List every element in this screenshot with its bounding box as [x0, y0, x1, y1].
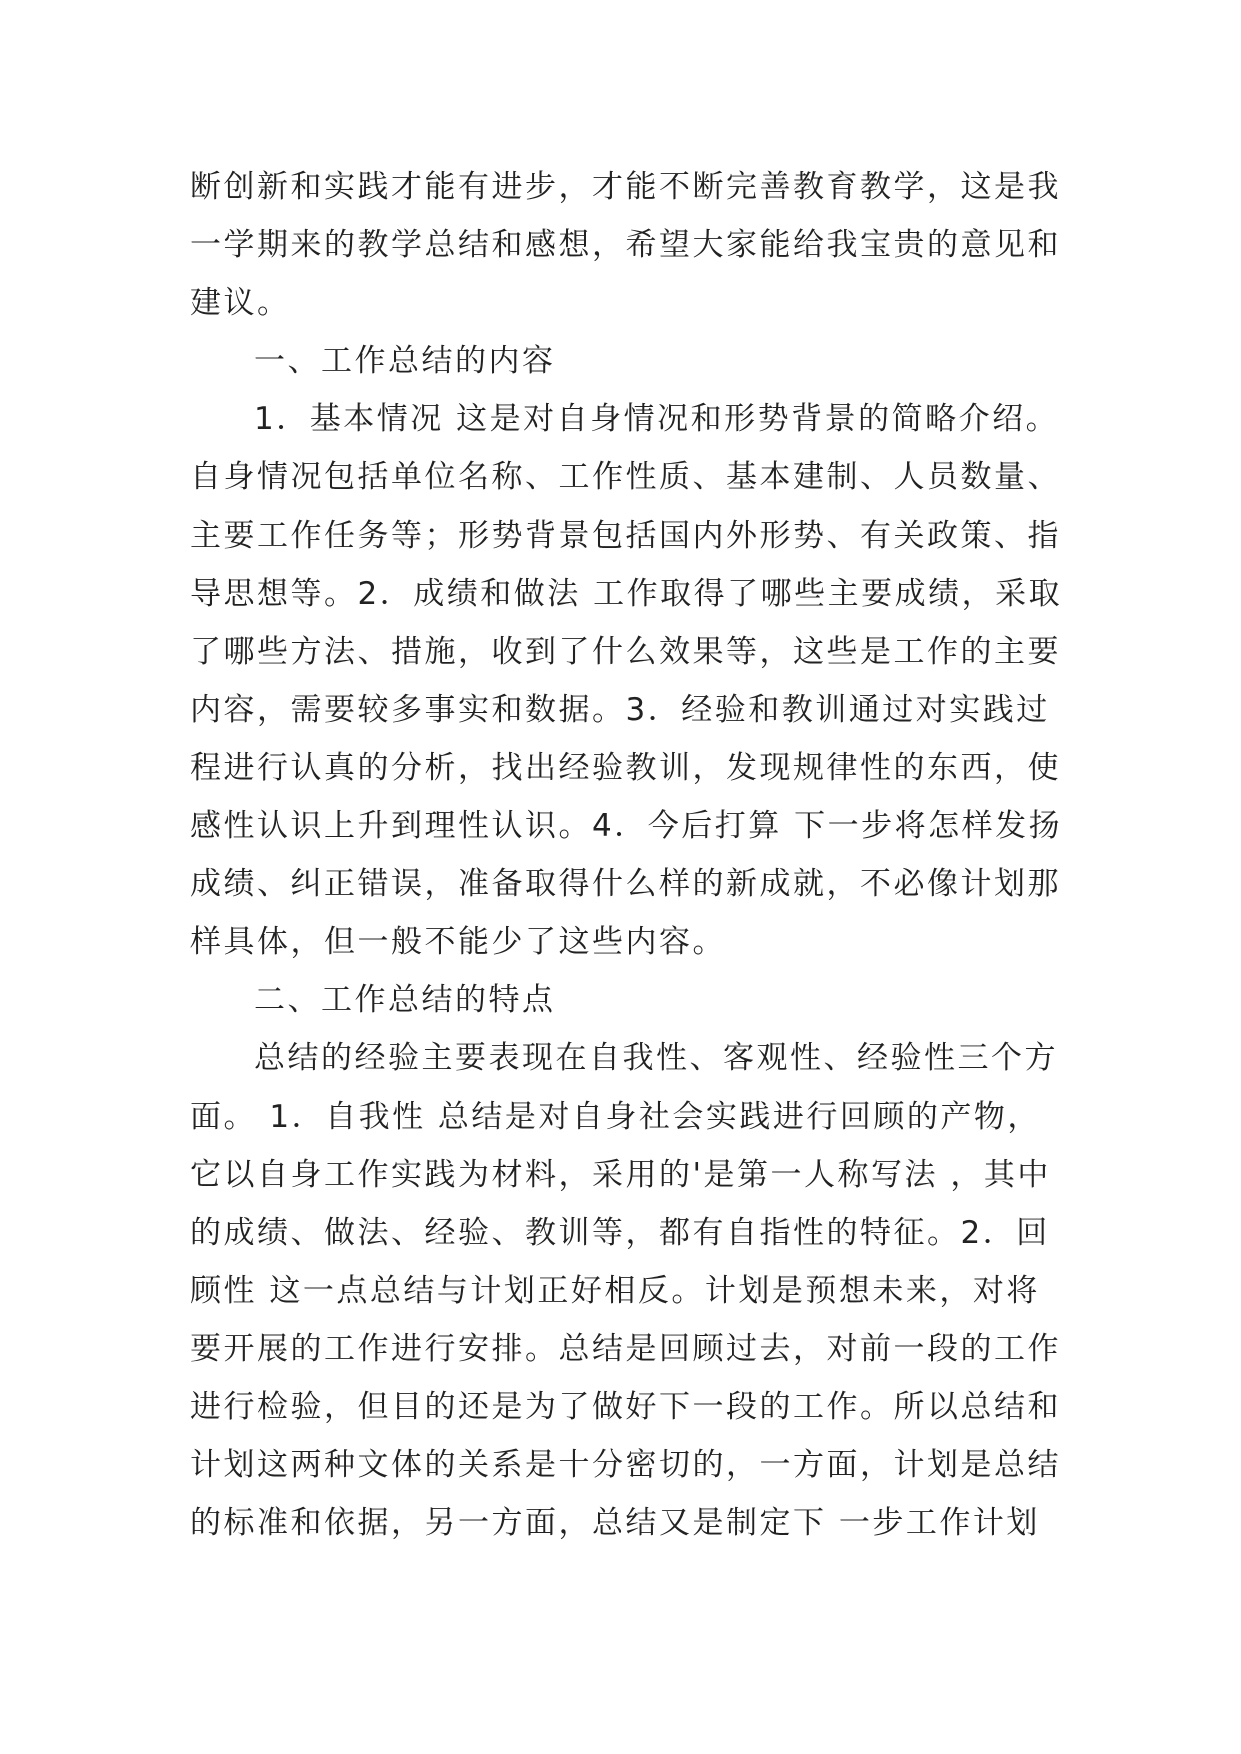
- text-line: 要开展的工作进行安排。总结是回顾过去，对前一段的工作: [190, 1330, 1061, 1367]
- text-line: 感性认识上升到理性认识。4．今后打算 下一步将怎样发扬: [190, 808, 1063, 845]
- text-line: 建议。: [190, 285, 291, 322]
- text-line: 了哪些方法、措施，收到了什么效果等，这些是工作的主要: [190, 633, 1061, 670]
- text-line: 1．基本情况 这是对自身情况和形势背景的简略介绍。: [254, 401, 1060, 438]
- text-line: 顾性 这一点总结与计划正好相反。计划是预想未来，对将: [190, 1272, 1040, 1309]
- text-line: 样具体，但一般不能少了这些内容。: [190, 924, 726, 961]
- text-line: 它以自身工作实践为材料，采用的'是第一人称写法 ，其中: [190, 1156, 1051, 1193]
- text-line: 进行检验，但目的还是为了做好下一段的工作。所以总结和: [190, 1388, 1061, 1425]
- text-line: 的标准和依据，另一方面，总结又是制定下 一步工作计划: [190, 1505, 1040, 1542]
- text-line: 计划这两种文体的关系是十分密切的，一方面，计划是总结: [190, 1447, 1061, 1484]
- text-line: 内容，需要较多事实和数据。3．经验和教训通过对实践过: [190, 691, 1050, 728]
- text-line: 面。 1．自我性 总结是对自身社会实践进行回顾的产物，: [190, 1098, 1041, 1135]
- section-heading: 二、工作总结的特点: [254, 982, 556, 1019]
- text-line: 自身情况包括单位名称、工作性质、基本建制、人员数量、: [190, 459, 1061, 496]
- text-line: 导思想等。2．成绩和做法 工作取得了哪些主要成绩，采取: [190, 575, 1063, 612]
- text-line: 总结的经验主要表现在自我性、客观性、经验性三个方: [254, 1040, 1058, 1077]
- text-line: 成绩、纠正错误，准备取得什么样的新成就，不必像计划那: [190, 866, 1061, 903]
- text-line: 断创新和实践才能有进步，才能不断完善教育教学，这是我: [190, 169, 1061, 205]
- section-heading: 一、工作总结的内容: [254, 343, 556, 380]
- text-line: 的成绩、做法、经验、教训等，都有自指性的特征。2．回: [190, 1214, 1050, 1251]
- text-line: 主要工作任务等；形势背景包括国内外形势、有关政策、指: [190, 517, 1061, 554]
- body-text: [190, 158, 1070, 1552]
- text-line: 程进行认真的分析，找出经验教训，发现规律性的东西，使: [190, 749, 1061, 786]
- text-line: 一学期来的教学总结和感想，希望大家能给我宝贵的意见和: [190, 227, 1061, 264]
